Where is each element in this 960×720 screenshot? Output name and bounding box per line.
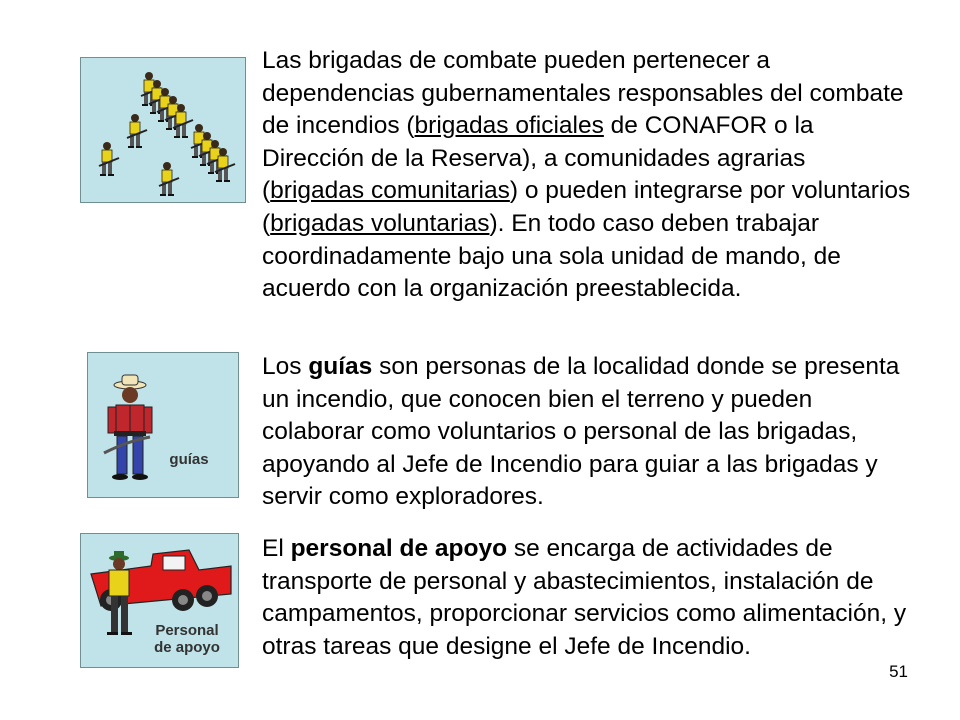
support-caption-line2: de apoyo <box>154 639 220 656</box>
brigades-text-4: ). En todo caso deben trabajar coordinadamente bajo una sola unidad de mando, de acuerdo con la organización preestablecida. <box>262 209 841 303</box>
support-text-1: El <box>262 535 291 562</box>
firefighter-brigade-icon <box>81 58 246 203</box>
brigades-text-2: de CONAFOR o la Dirección de la Reserva), a comunidades agrarias ( <box>262 112 814 205</box>
official-brigades-term: brigadas oficiales <box>414 112 604 140</box>
brigades-image-panel <box>80 57 246 203</box>
guide-image-panel <box>87 352 239 498</box>
guides-text-1: Los <box>262 353 309 380</box>
brigades-paragraph <box>262 45 912 306</box>
guides-term: guías <box>308 353 373 380</box>
guides-text-2: son personas de la localidad donde se presenta un incendio, que conocen bien el terreno y pueden colaborar como voluntarios o personal de las brigadas, apoyando al Jefe de Incendio para guiar a las brigadas y servir como exploradores. <box>262 353 900 511</box>
brigades-text-1: Las brigadas de combate pueden pertenecer a dependencias gubernamentales responsables del combate de incendios ( <box>262 47 904 140</box>
community-brigades-term: brigadas comunitarias <box>270 177 510 205</box>
page-number: 51 <box>889 662 908 681</box>
support-paragraph <box>262 533 912 663</box>
brigades-text-3: ) o pueden integrarse por voluntarios ( <box>262 177 911 237</box>
guide-caption: guías <box>169 451 209 468</box>
support-caption-line1: Personal <box>155 622 219 639</box>
support-term: personal de apoyo <box>290 535 508 562</box>
volunteer-brigades-term: brigadas voluntarias <box>270 209 490 237</box>
support-image-panel <box>80 533 239 668</box>
guide-person-icon <box>88 353 239 498</box>
support-text-2: se encarga de actividades de transporte de personal y abastecimientos, instalación de campamentos, proporcionar servicios como alimentación, y otras tareas que designe el Jefe de Incendio. <box>262 535 907 660</box>
support-caption <box>139 622 235 656</box>
guides-paragraph <box>262 351 912 514</box>
